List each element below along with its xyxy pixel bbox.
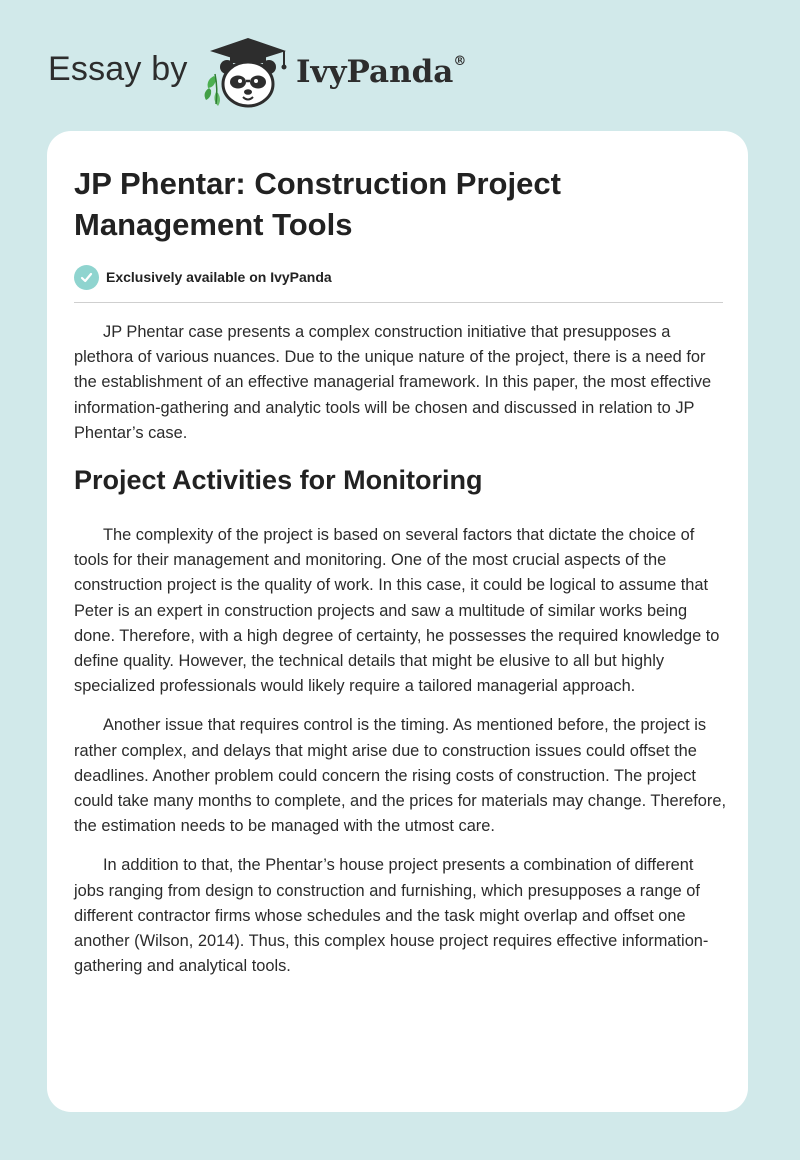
body-paragraph: In addition to that, the Phentar’s house project presents a combination of different jobs ranging from design to construction and furnishing, which presupposes a range of different contractor firms whose schedules and the task might overlap and offset one another (Wilson, 2014). Thus, this complex house project requires effective information-gathering and analytical tools. [74,856,709,976]
essay-card [47,131,748,1112]
divider [74,302,723,303]
registered-mark: ® [453,53,467,69]
body-paragraph: Another issue that requires control is the timing. As mentioned before, the project is rather complex, and delays that might arise due to construction issues could offset the deadlines. Another problem could concern the rising costs of construction. The project could take many months to complete, and the prices for materials may change. Therefore, the estimation needs to be managed with the utmost care. [74,716,727,836]
essay-body [74,320,726,993]
essay-title: JP Phentar: Construction Project Management Tools [74,166,561,242]
exclusive-badge [74,264,332,290]
essay-by-label: Essay by [48,50,188,88]
brand-text: IvyPanda [296,54,454,90]
check-icon [74,265,99,290]
body-paragraph: The complexity of the project is based on several factors that dictate the choice of tools for their management and monitoring. One of the most crucial aspects of the construction project is the quality of work. In this case, it could be logical to assume that Peter is an expert in construction projects and saw a multitude of similar works being done. Therefore, with a high degree of certainty, he possesses the required knowledge to define quality. However, the technical details that might be elusive to all but highly specialized professionals would likely require a tailored managerial approach. [74,526,720,696]
panda-graduate-icon[interactable] [200,36,296,110]
exclusive-label: Exclusively available on IvyPanda [106,269,332,285]
brand-name[interactable] [296,54,466,90]
site-header [0,0,800,130]
intro-paragraph: JP Phentar case presents a complex construction initiative that presupposes a plethora of various nuances. Due to the unique nature of the project, there is a need for the establishment of an effective managerial framework. In this paper, the most effective information-gathering and analytic tools will be chosen and discussed in relation to JP Phentar’s case. [74,323,712,442]
section-heading: Project Activities for Monitoring [74,465,483,496]
